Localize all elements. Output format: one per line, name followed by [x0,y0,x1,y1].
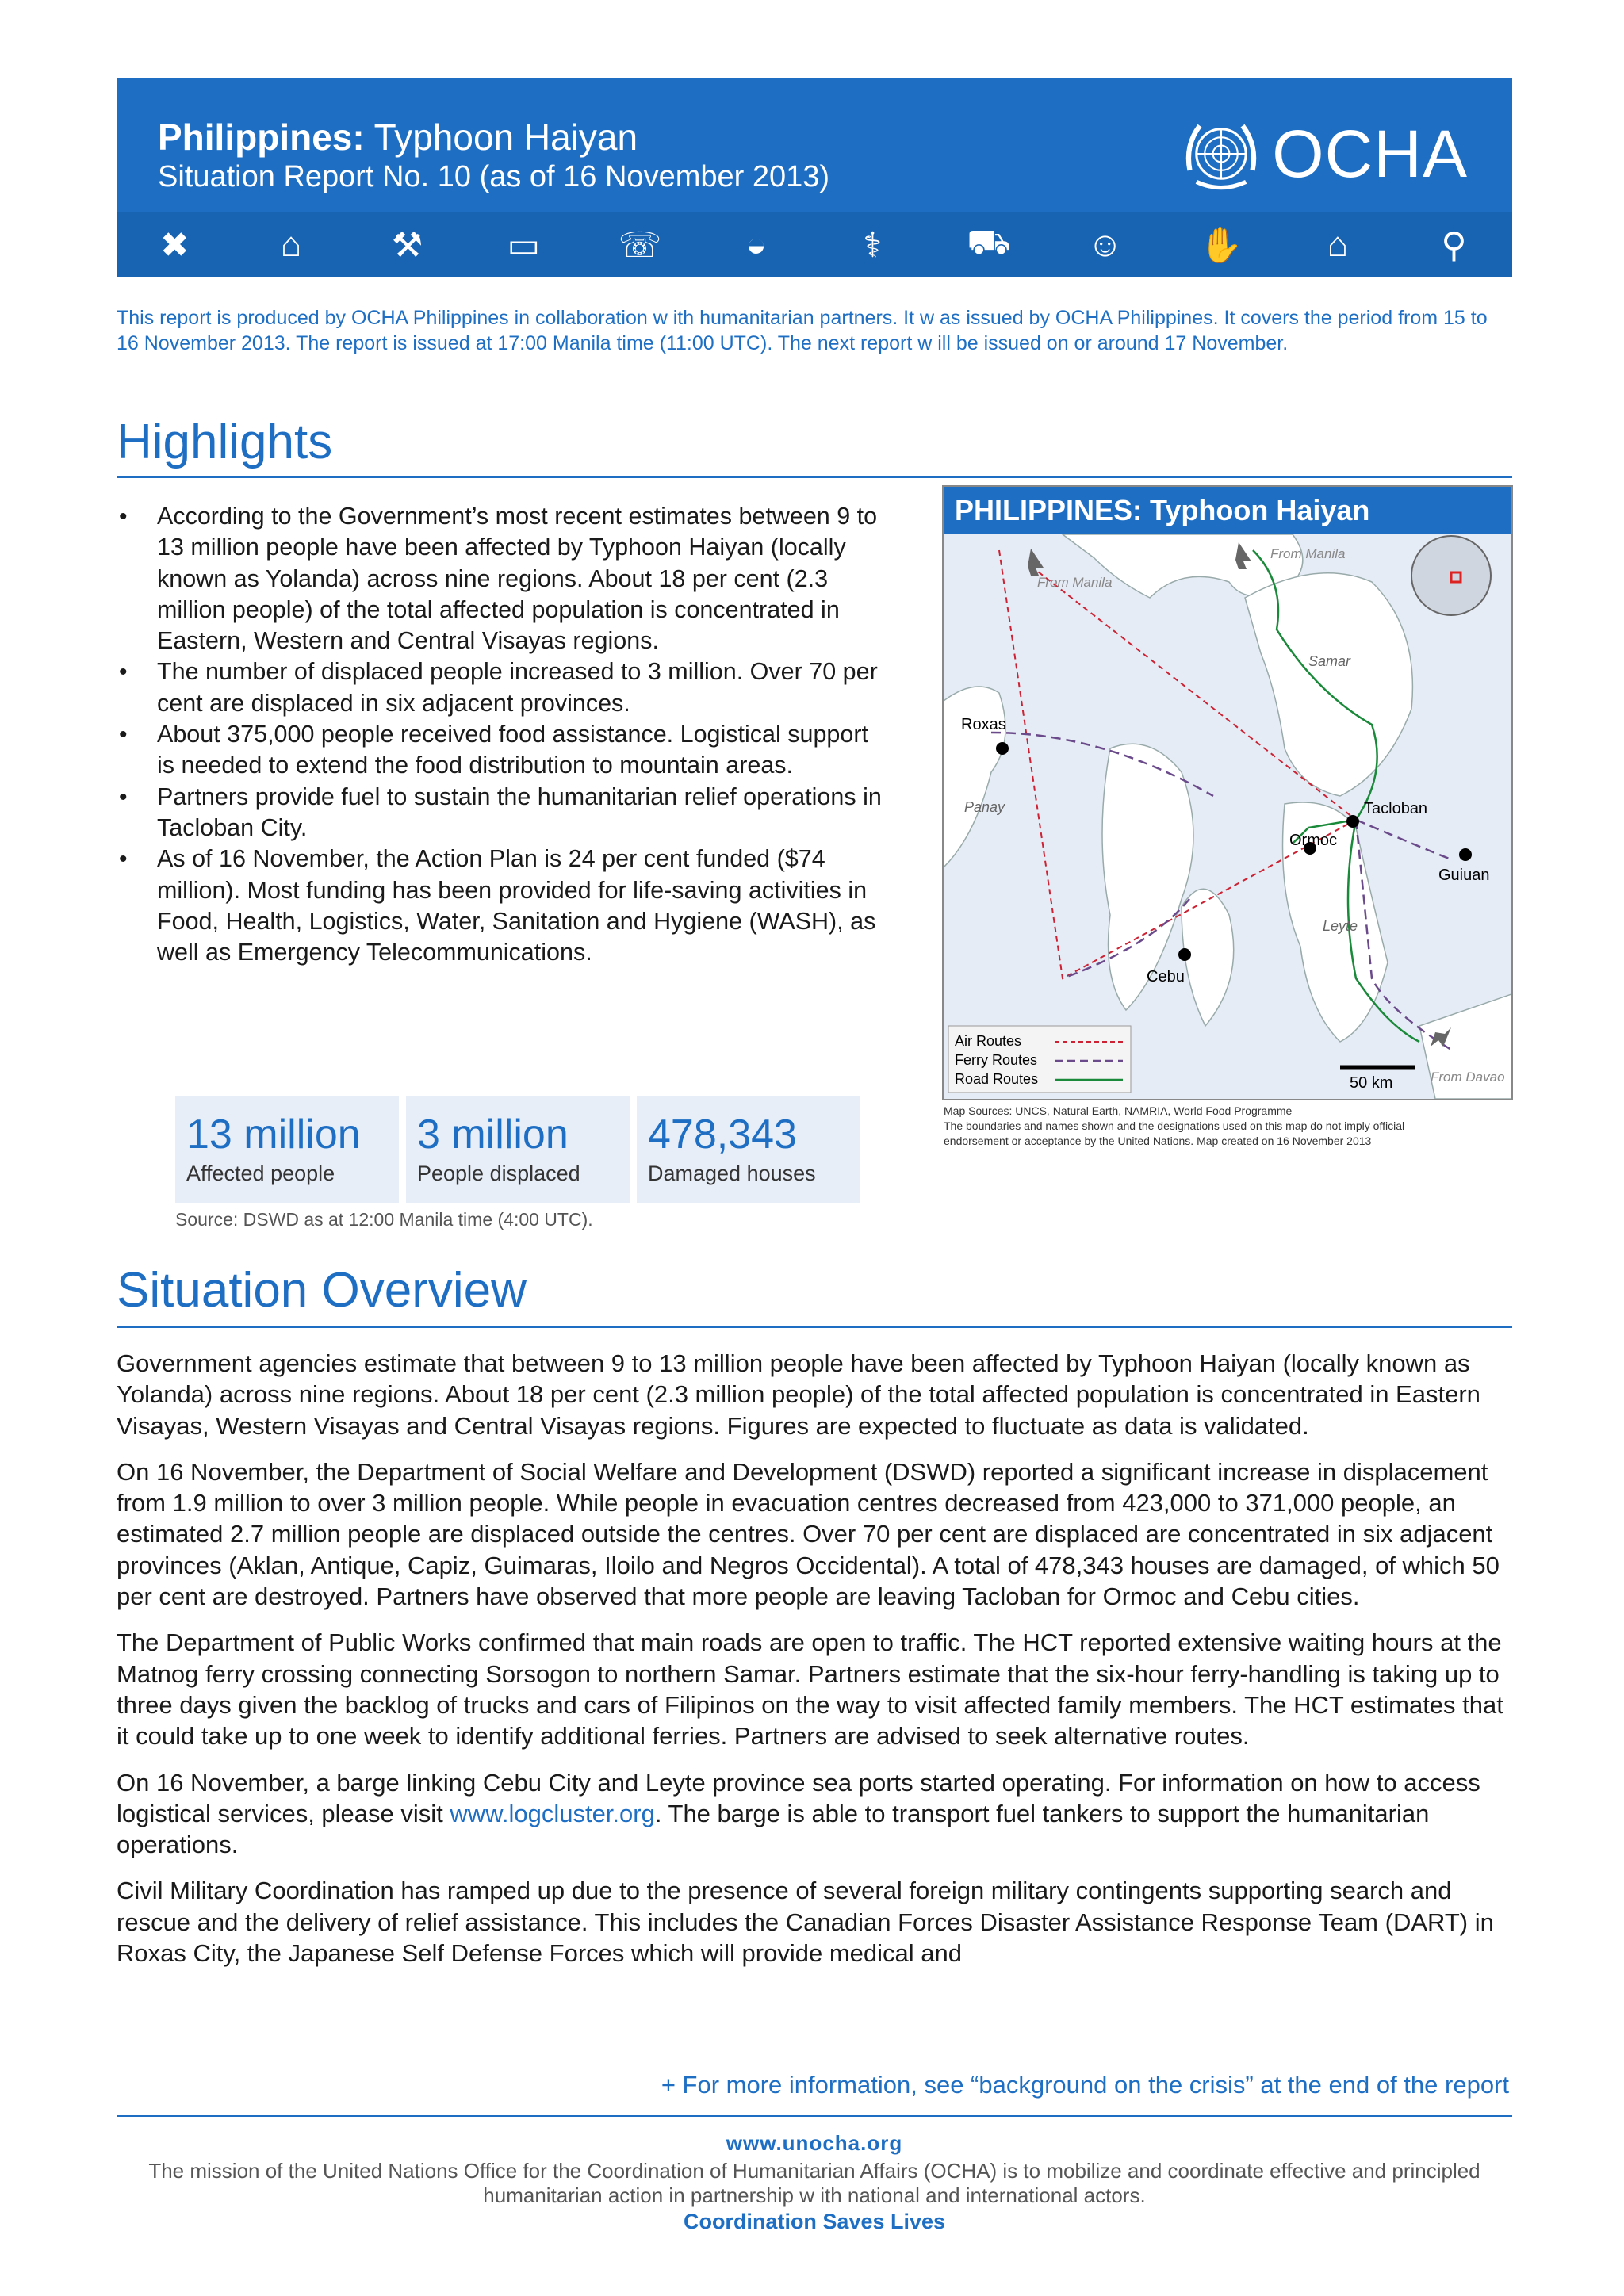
map-label-panay: Panay [964,799,1005,815]
tools-icon: ⚒ [391,225,423,265]
footer [117,2131,1512,2234]
overview-paragraph: Civil Military Coordination has ramped up due to the presence of several foreign military contingents supporting search and rescue and the delivery of relief assistance. This includes the Canadian Forces Disaster Assistance Response Team (DART) in Roxas City, the Japanese Self Defense Forces which will provide medical and [117,1877,1494,1968]
report-country: Philippines: [158,117,365,158]
map-label-roxas: Roxas [961,716,1006,733]
cluster-icon: ✖ [159,225,190,265]
situation-overview-heading: Situation Overview [117,1263,527,1318]
protection-icon: ✋ [1199,226,1243,265]
nutrition-icon: ☺ [1087,225,1124,264]
map-label-tacloban: Tacloban [1364,800,1428,817]
report-event: Typhoon Haiyan [373,117,638,158]
map-label-samar: Samar [1308,653,1351,669]
situation-overview-body [117,1348,1514,1984]
highlight-item: • Partners provide fuel to sustain the humanitarian relief operations in Tacloban City. [119,782,892,844]
scale-label: 50 km [1350,1074,1393,1092]
ocha-logo-text: OCHA [1272,116,1468,191]
un-emblem-icon [1180,113,1262,195]
city-dot [1178,948,1191,961]
map-source-note [944,1104,1499,1149]
overview-paragraph: The Department of Public Works confirmed that main roads are open to traffic. The HCT reported extensive waiting hours at the Matnog ferry crossing connecting Sorsogon to northern Samar. Partners estimate that the six-hour ferry-handling is taking up to three days given the backlog of trucks and cars of Filipinos on the way to visit affected family members. The HCT estimates that it could take up to one week to identify additional ferries. Partners are advised to seek alternative routes. [117,1628,1503,1751]
map-source-line: endorsement or acceptance by the United Nations. Map created on 16 November 2013 [944,1135,1372,1147]
header-banner [117,78,1512,277]
stat-label: Damaged houses [648,1161,816,1185]
legend-ferry-routes: Ferry Routes [955,1052,1038,1068]
map-label-from-manila: From Manila [1037,575,1113,590]
map-label-ormoc: Ormoc [1289,832,1337,849]
footer-mission: The mission of the United Nations Office for the Coordination of Humanitarian Affairs (OCHA) is to mobilize and coordinate effective and principled humanitarian action in partnership w ith national and international actors. [148,2159,1480,2207]
map-title: PHILIPPINES: Typhoon Haiyan [944,487,1511,534]
overview-paragraph: On 16 November, the Department of Social Welfare and Development (DSWD) reported a significant increase in displacement from 1.9 million to over 3 million people. While people in evacuation centres decreased from 423,000 to 371,000 people, an estimated 2.7 million people are displaced outside the centres. Over 70 per cent are displaced are concentrated in six adjacent provinces (Aklan, Antique, Capiz, Guimaras, Iloilo and Negros Occidental). A total of 478,343 houses are damaged, of which 50 per cent are destroyed. Partners have observed that more people are leaving Tacloban for Ormoc and Cebu cities. [117,1457,1500,1611]
logistics-icon: ⛟ [967,223,1011,262]
overview-paragraph: Government agencies estimate that between 9 to 13 million people have been affected by Typhoon Haiyan (locally known as Yolanda) across nine regions. About 18 per cent (2.3 million people) of the total affected population is concentrated in Eastern Visayas, Western Visayas and Central Visayas regions. Figures are expected to fluctuate as data is validated. [117,1349,1480,1440]
footer-url[interactable]: www.unocha.org [726,2131,903,2155]
map-label-guiuan: Guiuan [1438,867,1490,884]
telecom-icon: ☏ [618,225,662,265]
stat-displaced [406,1096,630,1203]
legend-road-routes: Road Routes [955,1071,1039,1087]
water-icon: ⚲ [1441,225,1467,265]
map-label-cebu: Cebu [1147,968,1185,985]
house-icon: ⌂ [1327,225,1349,264]
city-dot [1346,815,1359,828]
situation-overview-divider [117,1326,1512,1328]
stat-label: People displaced [417,1161,580,1185]
stats-source: Source: DSWD as at 12:00 Manila time (4:00 UTC). [175,1209,593,1230]
shelter-icon: ⌂ [280,225,302,264]
map-label-from-manila: From Manila [1270,546,1346,561]
cluster-icon-strip [117,212,1512,277]
footer-divider [117,2115,1512,2117]
legend-air-routes: Air Routes [955,1033,1022,1049]
stat-value: 13 million [186,1112,361,1158]
highlights-heading: Highlights [117,415,333,469]
highlight-item: • As of 16 November, the Action Plan is 24 per cent funded ($74 million). Most funding has been provided for life-saving activities in Food, Health, Logistics, Water, Sanitation and Hygiene (WASH), as well as Emergency Telecommunications. [119,844,892,968]
intro-note: This report is produced by OCHA Philippines in collaboration w ith humanitarian partners. It w as issued by OCHA Philippines. It covers the period from 15 to 16 November 2013. The report is issued at 17:00 Manila time (11:00 UTC). The next report w ill be issued on or around 17 November. [117,307,1488,354]
map-label-leyte: Leyte [1323,918,1358,934]
food-icon: ◒ [745,225,767,264]
overview-text: . The barge is able to transport fuel tankers to support the humanitarian operations. [117,1799,1430,1859]
report-subtitle: Situation Report No. 10 (as of 16 November 2013) [158,160,830,193]
highlights-divider [117,476,1512,478]
health-icon: ⚕ [863,225,883,265]
stat-label: Affected people [186,1161,335,1185]
stat-value: 3 million [417,1112,569,1158]
highlight-item: • The number of displaced people increased to 3 million. Over 70 per cent are displaced in six adjacent provinces. [119,656,892,719]
footer-tagline: Coordination Saves Lives [683,2210,946,2233]
ocha-logo [1180,113,1468,195]
map-drawing [944,534,1511,1099]
map-label-from-davao: From Davao [1431,1070,1505,1085]
highlight-item: • About 375,000 people received food assistance. Logistical support is needed to extend the food distribution to mountain areas. [119,719,892,782]
city-dot [1459,848,1472,861]
logcluster-link[interactable]: www.logcluster.org [450,1799,655,1827]
city-dot [996,742,1009,755]
stat-affected [175,1096,399,1203]
education-icon: ▭ [507,225,541,265]
overview-text: On 16 November, a barge linking Cebu City and Leyte province sea ports started operating. For information on how to access logistical services, please visit [117,1768,1480,1827]
overview-paragraph [117,1767,1514,1861]
highlights-list [119,501,892,968]
map-source-line: The boundaries and names shown and the designations used on this map do not imply official [944,1119,1405,1132]
stat-value: 478,343 [648,1112,797,1158]
situation-map [942,485,1513,1100]
report-title [158,116,638,159]
more-info-link[interactable]: + For more information, see “background on the crisis” at the end of the report [661,2071,1509,2099]
map-source-line: Map Sources: UNCS, Natural Earth, NAMRIA, World Food Programme [944,1104,1293,1117]
stat-damaged-houses [637,1096,860,1203]
highlight-item: • According to the Government’s most recent estimates between 9 to 13 million people have been affected by Typhoon Haiyan (locally known as Yolanda) across nine regions. About 18 per cent (2.3 million people) of the total affected population is concentrated in Eastern, Western and Central Visayas regions. [119,501,892,656]
